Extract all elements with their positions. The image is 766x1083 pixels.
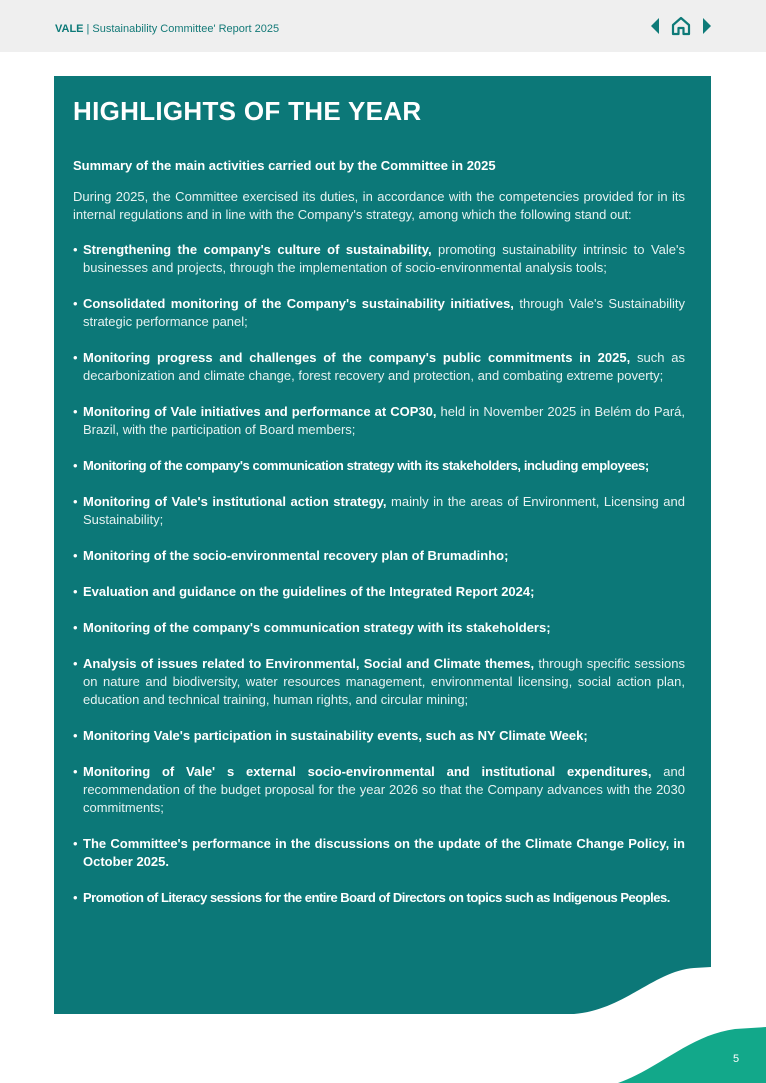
item-bold-text: Monitoring of the company's communication strategy with its stakeholders, including employees;	[83, 458, 649, 473]
bullet-icon: •	[73, 296, 78, 311]
bullet-icon: •	[73, 494, 78, 509]
item-bold-text: Monitoring of Vale initiatives and performance at COP30,	[83, 404, 437, 419]
page-title: HIGHLIGHTS OF THE YEAR	[73, 96, 422, 126]
page-number: 5	[733, 1053, 740, 1065]
breadcrumb-separator: |	[86, 23, 90, 35]
bullet-icon: •	[73, 350, 78, 365]
section-subtitle: Summary of the main activities carried out by the Committee in 2025	[73, 158, 496, 173]
item-bold-text: Strengthening the company's culture of sustainability,	[83, 242, 432, 257]
item-text: through specific sessions on nature and biodiversity, water resources management, environmental licensing, social action plan, education and technical training, human rights, and circular mining;	[83, 656, 686, 707]
item-bold-text: Monitoring of Vale's institutional action strategy,	[83, 494, 387, 509]
item-text: and recommendation of the budget proposal for the year 2026 so that the Company advances with the 2030 commitments;	[83, 764, 685, 815]
item-bold-text: Monitoring of Vale' s external socio-environmental and institutional expenditures,	[83, 764, 652, 779]
bullet-icon: •	[73, 620, 78, 635]
intro-paragraph: During 2025, the Committee exercised its duties, in accordance with the competencies provided for in its internal regulations and in line with the Company's strategy, among which the following stand out:	[73, 189, 685, 222]
item-text: through Vale's Sustainability strategic performance panel;	[83, 296, 686, 329]
item-bold-text: Monitoring of the company's communication strategy with its stakeholders;	[83, 620, 551, 635]
brand-name: VALE	[55, 23, 84, 35]
bullet-icon: •	[73, 836, 78, 851]
bullet-icon: •	[73, 242, 78, 257]
item-text: such as decarbonization and climate change, forest recovery and protection, and combating extreme poverty;	[83, 350, 685, 383]
bullet-icon: •	[73, 656, 78, 671]
item-text: mainly in the areas of Environment, Licensing and Sustainability;	[83, 494, 685, 527]
item-bold-text: The Committee's performance in the discussions on the update of the Climate Change Policy, in October 2025.	[83, 836, 685, 869]
item-bold-text: Evaluation and guidance on the guidelines of the Integrated Report 2024;	[83, 584, 535, 599]
bullet-icon: •	[73, 458, 78, 473]
document-title: Sustainability Committee' Report 2025	[92, 23, 280, 35]
bullet-icon: •	[73, 728, 78, 743]
item-bold-text: Promotion of Literacy sessions for the entire Board of Directors on topics such as Indigenous Peoples.	[83, 890, 670, 905]
bullet-icon: •	[73, 890, 78, 905]
item-text: held in November 2025 in Belém do Pará, Brazil, with the participation of Board members;	[83, 404, 685, 437]
item-bold-text: Monitoring progress and challenges of the company's public commitments in 2025,	[83, 350, 631, 365]
bullet-icon: •	[73, 404, 78, 419]
bullet-icon: •	[73, 584, 78, 599]
item-bold-text: Monitoring Vale's participation in sustainability events, such as NY Climate Week;	[83, 728, 588, 743]
item-text: promoting sustainability intrinsic to Vale's businesses and projects, through the implementation of socio-environmental analysis tools;	[83, 242, 685, 275]
item-bold-text: Consolidated monitoring of the Company's sustainability initiatives,	[83, 296, 514, 311]
bullet-icon: •	[73, 548, 78, 563]
item-bold-text: Analysis of issues related to Environmental, Social and Climate themes,	[83, 656, 535, 671]
item-bold-text: Monitoring of the socio-environmental recovery plan of Brumadinho;	[83, 548, 509, 563]
bullet-icon: •	[73, 764, 78, 779]
